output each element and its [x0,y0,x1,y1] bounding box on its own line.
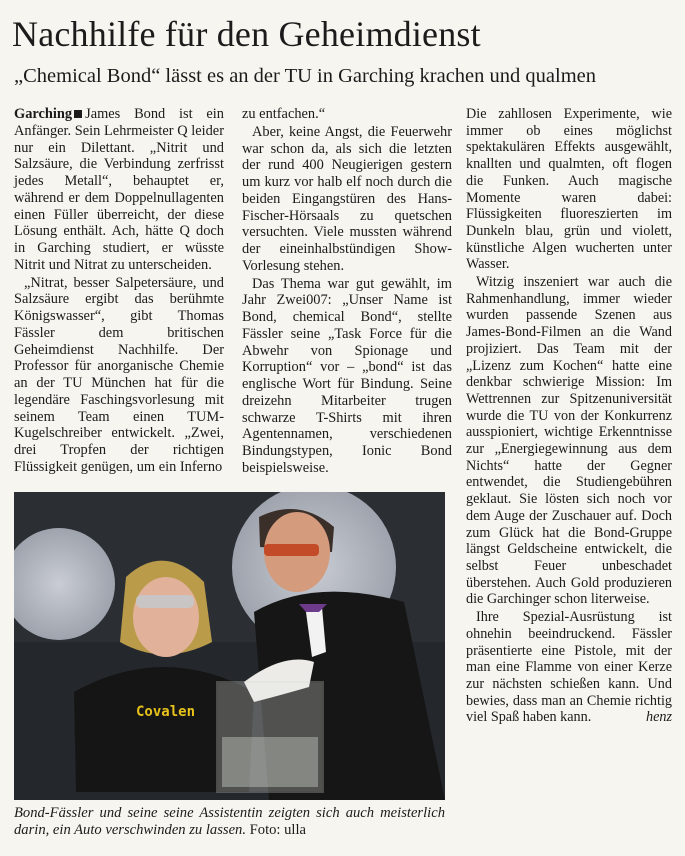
column-3 [466,106,672,727]
column-2 [242,106,452,478]
dateline: Garching [14,106,73,122]
photo-illustration [14,492,445,800]
paragraph-4: Das Thema war gut gewählt, im Jahr Zwei007: „Unser Name ist Bond, chemical Bond“, stellte Fässler seine „Task Force für die Abwehr von Spionage und Korruption“ vor – „bond“ ist das englische Wort für Bindung. Seine dreizehn Mitarbeiter trugen schwarze T-Shirts mit ihren Agentennamen, verschiedenen Bindungstypen, Ionic Bond beispielsweise. [242,275,452,476]
paragraph-5: Die zahllosen Experimente, wie immer ob eines möglichst spektakulären Effekts ausgewählt, knallten und qualmten, oft flogen die Funken. Auch magische Momente waren dabei: Flüssigkeiten fluoreszierten im Dunkeln blau, grün und violett, künstliche Algen wucherten unter Wasser. [466,106,672,273]
glass-box [217,682,323,792]
paragraph-6: Witzig inszeniert war auch die Rahmenhandlung, immer wieder wurden passende Szenen aus James-Bond-Filmen an die Wand projiziert. Das Team mit der „Lizenz zum Kochen“ hatte eine denkbar schwierige Mission: Im Wettrennen zur Spitzenuniversität wurde die TU von der Konkurrenz ausspioniert, wichtige Erkenntnisse zur „Energiegewinnung aus dem Nichts“ hatte der Gegner entwendet, die Studiengebühren geklaut. Sie lösten sich noch vor dem Auge der Zuschauer auf. Doch zum Glück hat die Bond-Gruppe längst Geldscheine entwickelt, die selbst Feuer unbeschadet überstehen. Auch Gold produzieren die Garchinger schon literweise. [466,274,672,608]
dateline-square-icon [74,110,82,118]
paragraph-1: Garching James Bond ist ein Anfänger. Sein Lehrmeister Q leider nur ein Dilettant. „Nitrit und Salzsäure, die Verbindung zerfrisst jedes Metall“, behauptet er, während er dem Doppelnullagenten einen Füller überreicht, der diese Lösung enthält. Ach, hätte Q doch in Garching studiert, er wüsste Nitrit und Nitrat zu unterscheiden. [14,106,224,273]
shirt-label: Covalen [136,704,196,720]
author-initials: henz [645,709,672,726]
paragraph-2: „Nitrat, besser Salpetersäure, und Salzsäure ergibt das berühmte Königswasser“, gibt Thomas Fässler dem britischen Geheimdienst Nachhilfe. Der Professor für anorganische Chemie an der TU München hat für die legendäre Faschingsvorlesung mit seinem Team einen TUM-Kugelschreiber entwickelt. „Zwei, drei Tropfen der richtigen Flüssigkeit genügen, um ein Inferno [14,274,224,475]
headline: Nachhilfe für den Geheimdienst [12,14,481,54]
article-photo [14,492,445,800]
photo-caption [14,805,445,839]
subheadline: „Chemical Bond“ lässt es an der TU in Garching krachen und qualmen [14,65,596,87]
photo-credit: Foto: ulla [249,822,307,838]
paragraph-7: Ihre Spezial-Ausrüstung ist ohnehin beeindruckend. Fässler präsentierte eine Pistole, mit der man eine Flamme von einer Kerze zur nächsten schießen kann. Und bewies, dass man an Chemie richtig viel Spaß haben kann. henz [466,609,672,726]
paragraph-2: zu entfachen.“ [242,106,326,122]
caption-text: Bond-Fässler und seine seine Assistentin zeigten sich auch meisterlich darin, ein Auto verschwinden zu lassen. [14,805,445,838]
paragraph-3: Aber, keine Angst, die Feuerwehr war schon da, als sich die letzten der rund 400 Neugierigen gestern um kurz vor halb elf noch durch die beiden Eingangstüren des Hans-Fischer-Hörsaals zu quetschen versuchten. Viele mussten während der eineinhalbstündigen Show-Vorlesung stehen. [242,123,452,274]
column-1 [14,106,224,477]
